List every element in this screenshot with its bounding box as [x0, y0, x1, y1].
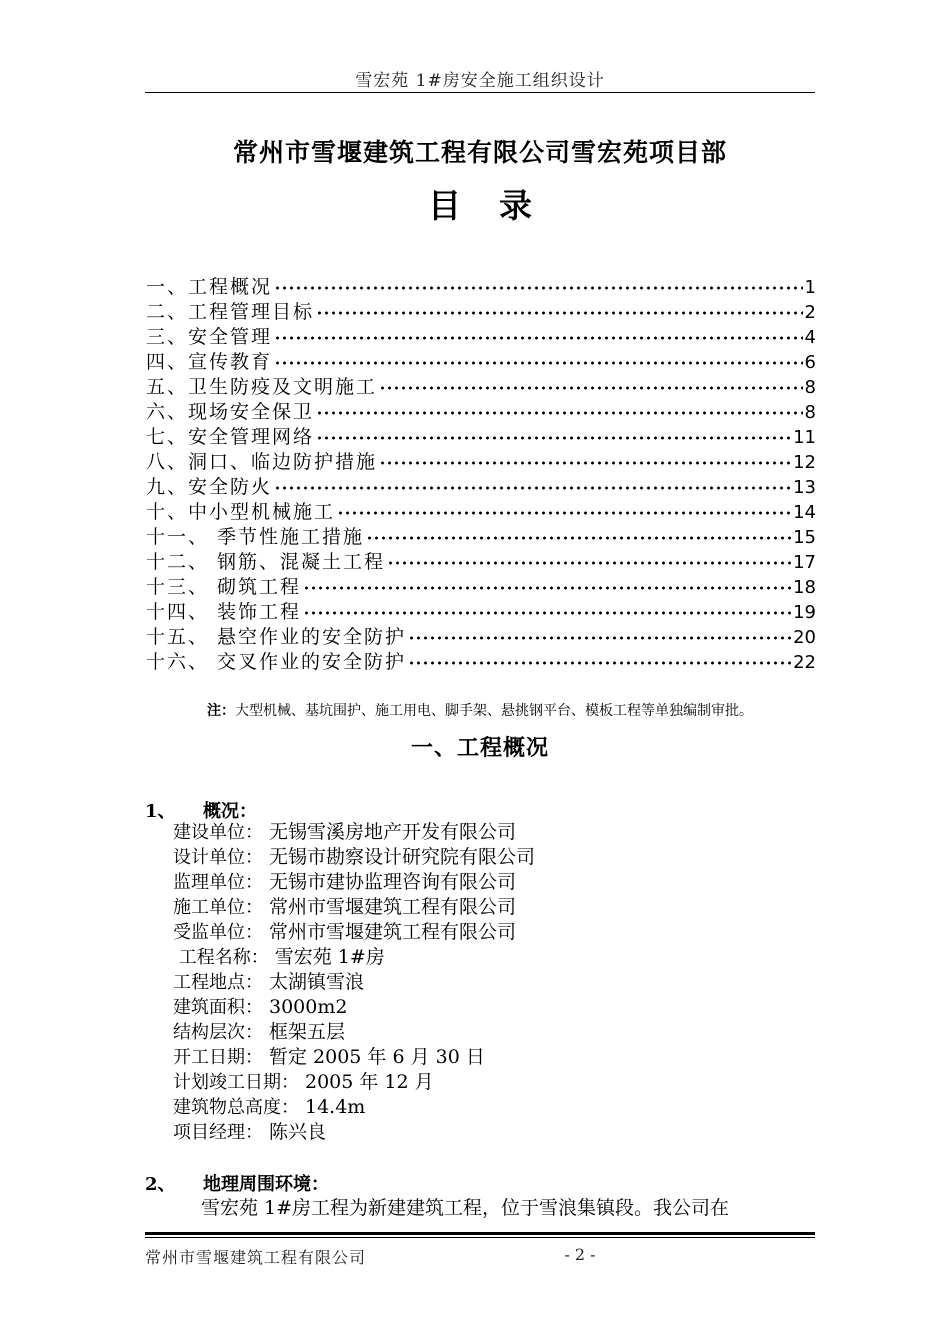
- environment-paragraph: 雪宏苑 1#房工程为新建建筑工程，位于雪浪集镇段。我公司在: [201, 1197, 730, 1219]
- toc-entry-label: 十五、 悬空作业的安全防护: [146, 626, 407, 648]
- toc-leader-dots: [316, 401, 803, 419]
- toc-entry-page: 11: [793, 427, 816, 448]
- toc-entry-page: 8: [804, 377, 816, 398]
- info-row: [173, 1095, 535, 1120]
- info-row: [173, 945, 535, 970]
- info-value: 太湖镇雪浪: [269, 971, 365, 993]
- toc-leader-dots: [379, 451, 791, 469]
- footer-divider-thick: [145, 1232, 815, 1235]
- header-divider: [145, 92, 815, 93]
- info-row: [173, 920, 535, 945]
- project-info-list: [173, 820, 535, 1145]
- toc-entry-label: 十、中小型机械施工: [146, 501, 336, 523]
- toc-entry-page: 13: [793, 477, 816, 498]
- toc-entry-label: 十一、 季节性施工措施: [146, 526, 365, 548]
- info-value: 无锡市勘察设计研究院有限公司: [269, 846, 536, 868]
- toc-entry-page: 20: [793, 627, 816, 648]
- info-key: 结构层次：: [173, 1022, 263, 1043]
- toc-leader-dots: [274, 326, 803, 344]
- toc-entry-page: 1: [804, 277, 816, 298]
- info-key: 监理单位：: [173, 872, 263, 893]
- toc-entry-page: 12: [793, 452, 816, 473]
- info-key: 施工单位：: [173, 897, 263, 918]
- toc-entry-label: 三、安全管理: [146, 326, 273, 348]
- toc-leader-dots: [303, 576, 791, 594]
- page-header-title: 雪宏苑 1#房安全施工组织设计: [355, 71, 605, 91]
- toc-leader-dots: [408, 626, 791, 644]
- info-row: [173, 895, 535, 920]
- info-key: 设计单位：: [173, 847, 263, 868]
- info-row: [173, 1120, 535, 1145]
- toc-entry-label: 十六、 交叉作业的安全防护: [146, 651, 407, 673]
- info-row: [173, 845, 535, 870]
- toc-entry-page: 14: [793, 502, 816, 523]
- toc-entry[interactable]: [146, 372, 816, 397]
- info-value: 3000m2: [269, 996, 348, 1018]
- toc-entry-label: 八、洞口、临边防护措施: [146, 451, 378, 473]
- section-title: 一、工程概况: [410, 736, 549, 761]
- toc-entry-label: 九、安全防火: [146, 476, 273, 498]
- info-row: [173, 870, 535, 895]
- toc-entry-label: 二、工程管理目标: [146, 301, 315, 323]
- table-of-contents: [146, 272, 816, 672]
- toc-leader-dots: [274, 476, 791, 494]
- info-key: 建设单位：: [173, 822, 263, 843]
- footer-page-number: - 2 -: [564, 1245, 596, 1264]
- toc-leader-dots: [316, 301, 803, 319]
- toc-entry-page: 2: [804, 302, 816, 323]
- info-value: 框架五层: [269, 1021, 346, 1043]
- toc-entry[interactable]: [146, 547, 816, 572]
- company-title: 常州市雪堰建筑工程有限公司雪宏苑项目部: [232, 138, 727, 167]
- toc-leader-dots: [337, 501, 791, 519]
- toc-entry-label: 五、卫生防疫及文明施工: [146, 376, 378, 398]
- toc-entry-page: 6: [804, 352, 816, 373]
- toc-leader-dots: [387, 551, 791, 569]
- toc-entry-label: 七、安全管理网络: [146, 426, 315, 448]
- sub-heading-label: 地理周围环境：: [203, 1174, 329, 1195]
- info-key: 计划竣工日期：: [173, 1072, 299, 1093]
- note: [145, 700, 815, 720]
- info-value: 暂定 2005 年 6 月 30 日: [269, 1046, 485, 1068]
- footer-company: 常州市雪堰建筑工程有限公司: [145, 1248, 367, 1267]
- info-key: 建筑面积：: [173, 997, 263, 1018]
- toc-entry-label: 四、宣传教育: [146, 351, 273, 373]
- footer-divider-thin: [145, 1237, 815, 1238]
- toc-leader-dots: [408, 651, 791, 669]
- info-value: 2005 年 12 月: [305, 1071, 434, 1093]
- toc-entry-page: 18: [793, 577, 816, 598]
- toc-leader-dots: [303, 601, 791, 619]
- info-value: 无锡市建协监理咨询有限公司: [269, 871, 517, 893]
- toc-entry[interactable]: [146, 647, 816, 672]
- toc-entry[interactable]: [146, 572, 816, 597]
- toc-leader-dots: [316, 426, 791, 444]
- toc-leader-dots: [274, 276, 803, 294]
- toc-title: 目录: [428, 186, 570, 225]
- sub-heading-label: 概况：: [203, 801, 257, 822]
- toc-entry-page: 19: [793, 602, 816, 623]
- toc-entry-page: 22: [793, 652, 816, 673]
- toc-entry[interactable]: [146, 447, 816, 472]
- toc-entry[interactable]: [146, 472, 816, 497]
- toc-entry-page: 8: [804, 402, 816, 423]
- toc-entry-label: 十三、 砌筑工程: [146, 576, 302, 598]
- toc-entry[interactable]: [146, 597, 816, 622]
- info-value: 常州市雪堰建筑工程有限公司: [269, 896, 517, 918]
- info-row: [173, 1045, 535, 1070]
- info-value: 常州市雪堰建筑工程有限公司: [269, 921, 517, 943]
- sub-heading-number: 1、: [145, 801, 176, 822]
- toc-entry[interactable]: [146, 397, 816, 422]
- toc-entry-label: 六、现场安全保卫: [146, 401, 315, 423]
- info-key: 建筑物总高度：: [173, 1097, 299, 1118]
- info-value: 14.4m: [305, 1096, 366, 1118]
- toc-entry[interactable]: [146, 622, 816, 647]
- info-row: [173, 995, 535, 1020]
- toc-entry[interactable]: [146, 347, 816, 372]
- info-key: 工程名称：: [173, 947, 269, 968]
- note-label: 注：: [207, 703, 235, 719]
- sub-heading-number: 2、: [145, 1174, 176, 1195]
- toc-entry-page: 17: [793, 552, 816, 573]
- toc-entry-label: 十二、 钢筋、混凝土工程: [146, 551, 386, 573]
- info-key: 受监单位：: [173, 922, 263, 943]
- toc-entry[interactable]: [146, 497, 816, 522]
- info-row: [173, 970, 535, 995]
- toc-entry-label: 十四、 装饰工程: [146, 601, 302, 623]
- info-key: 项目经理：: [173, 1122, 263, 1143]
- toc-entry-page: 15: [793, 527, 816, 548]
- info-key: 开工日期：: [173, 1047, 263, 1068]
- toc-leader-dots: [274, 351, 803, 369]
- toc-entry[interactable]: [146, 422, 816, 447]
- info-value: 无锡雪溪房地产开发有限公司: [269, 821, 517, 843]
- info-value: 陈兴良: [269, 1121, 327, 1143]
- info-row: [173, 1020, 535, 1045]
- toc-entry[interactable]: [146, 522, 816, 547]
- info-row: [173, 820, 535, 845]
- info-value: 雪宏苑 1#房: [274, 946, 385, 968]
- info-key: 工程地点：: [173, 972, 263, 993]
- toc-leader-dots: [366, 526, 791, 544]
- toc-entry[interactable]: [146, 322, 816, 347]
- toc-leader-dots: [379, 376, 803, 394]
- info-row: [173, 1070, 535, 1095]
- toc-entry[interactable]: [146, 272, 816, 297]
- toc-entry-page: 4: [804, 327, 816, 348]
- toc-entry[interactable]: [146, 297, 816, 322]
- toc-entry-label: 一、工程概况: [146, 276, 273, 298]
- note-text: 大型机械、基坑围护、施工用电、脚手架、悬挑钢平台、模板工程等单独编制审批。: [235, 703, 753, 719]
